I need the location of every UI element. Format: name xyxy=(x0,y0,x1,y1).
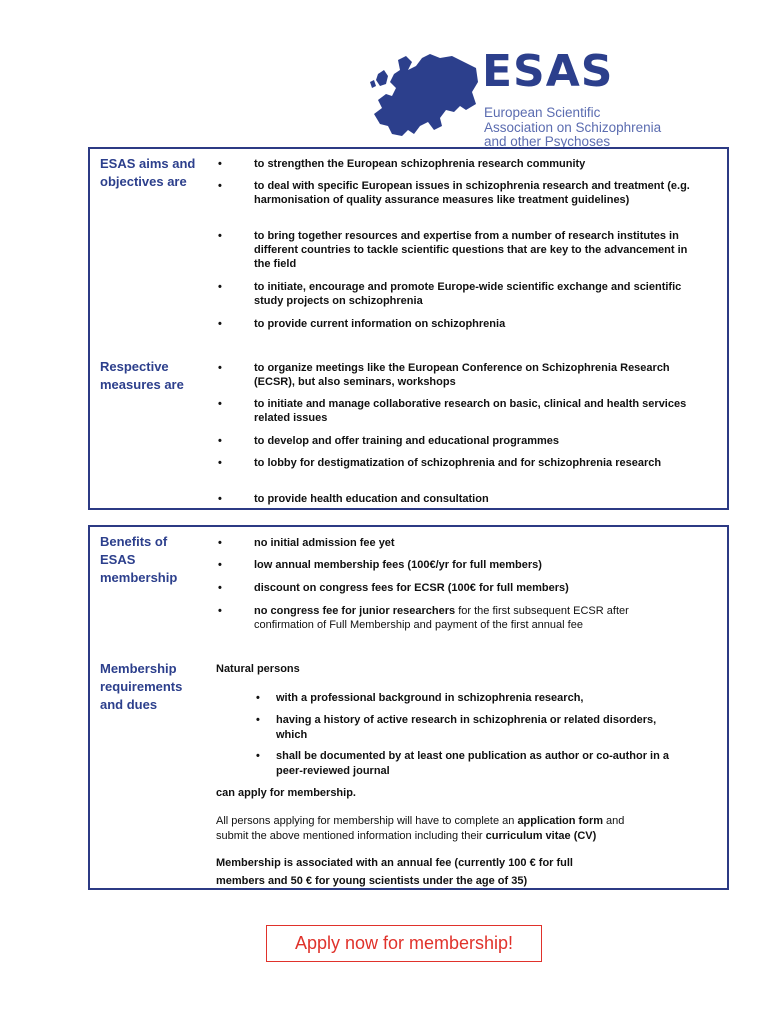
fee-paragraph: Membership is associated with an annual fee (currently 100 € for full members and 50 € for young scientists under the age of 35) xyxy=(216,857,573,887)
aims-title: ESAS aims and objectives are xyxy=(100,156,196,189)
membership-box: Benefits of ESAS membership • no initial admission fee yet • low annual membership fees (100€/yr for full members) • discount on congress fees for ECSR (100€ for full members) • no congress fee for junior researchers for the first subsequent ECSR after confirmation of Full Membership and payment of the first annual fee Membership requirements and dues Natural persons • with a professional background in schizophrenia research, • having a history of active research in schizophrenia or related disorders, which • shall be documented by at least one publication as author or co-author in a peer-reviewed journal can apply for membership. All persons applying for membership will have to complete an application form and submit the above mentioned information including their curriculum vitae (CV) Membership is associated with an annual fee (currently 100 € for full members and 50 € for young scientists under the age of 35) xyxy=(88,525,729,890)
logo-title: ESAS xyxy=(482,46,614,97)
natural-persons-label: Natural persons xyxy=(216,663,300,675)
apply-button[interactable]: Apply now for membership! xyxy=(266,925,542,962)
application-paragraph: All persons applying for membership will have to complete an application form and submit the above mentioned information including their curriculum vitae (CV) xyxy=(216,815,625,842)
esas-logo xyxy=(368,46,698,149)
aims-and-measures-box: ESAS aims and objectives are • to strengthen the European schizophrenia research community • to deal with specific European issues in schizophrenia research and treatment (e.g. harmonisation of quality assurance measures like treatment guidelines) • to bring together resources and expertise from a number of research institutes in different countries to tackle scientific questions that are key to the advancement in the field • to initiate, encourage and promote Europe-wide scientific exchange and scientific study projects on schizophrenia • to provide current information on schizophrenia Respective measures are • to organize meetings like the European Conference on Schizophrenia Research (ECSR), but also seminars, workshops • to initiate and manage collaborative research on basic, clinical and health services related issues • to develop and offer training and educational programmes • to lobby for destigmatization of schizophrenia and for schizophrenia research • to provide health education and consultation xyxy=(88,147,729,510)
europe-map-icon xyxy=(368,52,480,138)
benefits-title: Benefits of ESAS membership xyxy=(100,534,178,585)
logo-subtitle: European Scientific Association on Schizophrenia and other Psychoses xyxy=(484,105,662,149)
can-apply-text: can apply for membership. xyxy=(216,787,356,799)
measures-title: Respective measures are xyxy=(100,359,184,392)
requirements-title: Membership requirements and dues xyxy=(100,661,183,712)
